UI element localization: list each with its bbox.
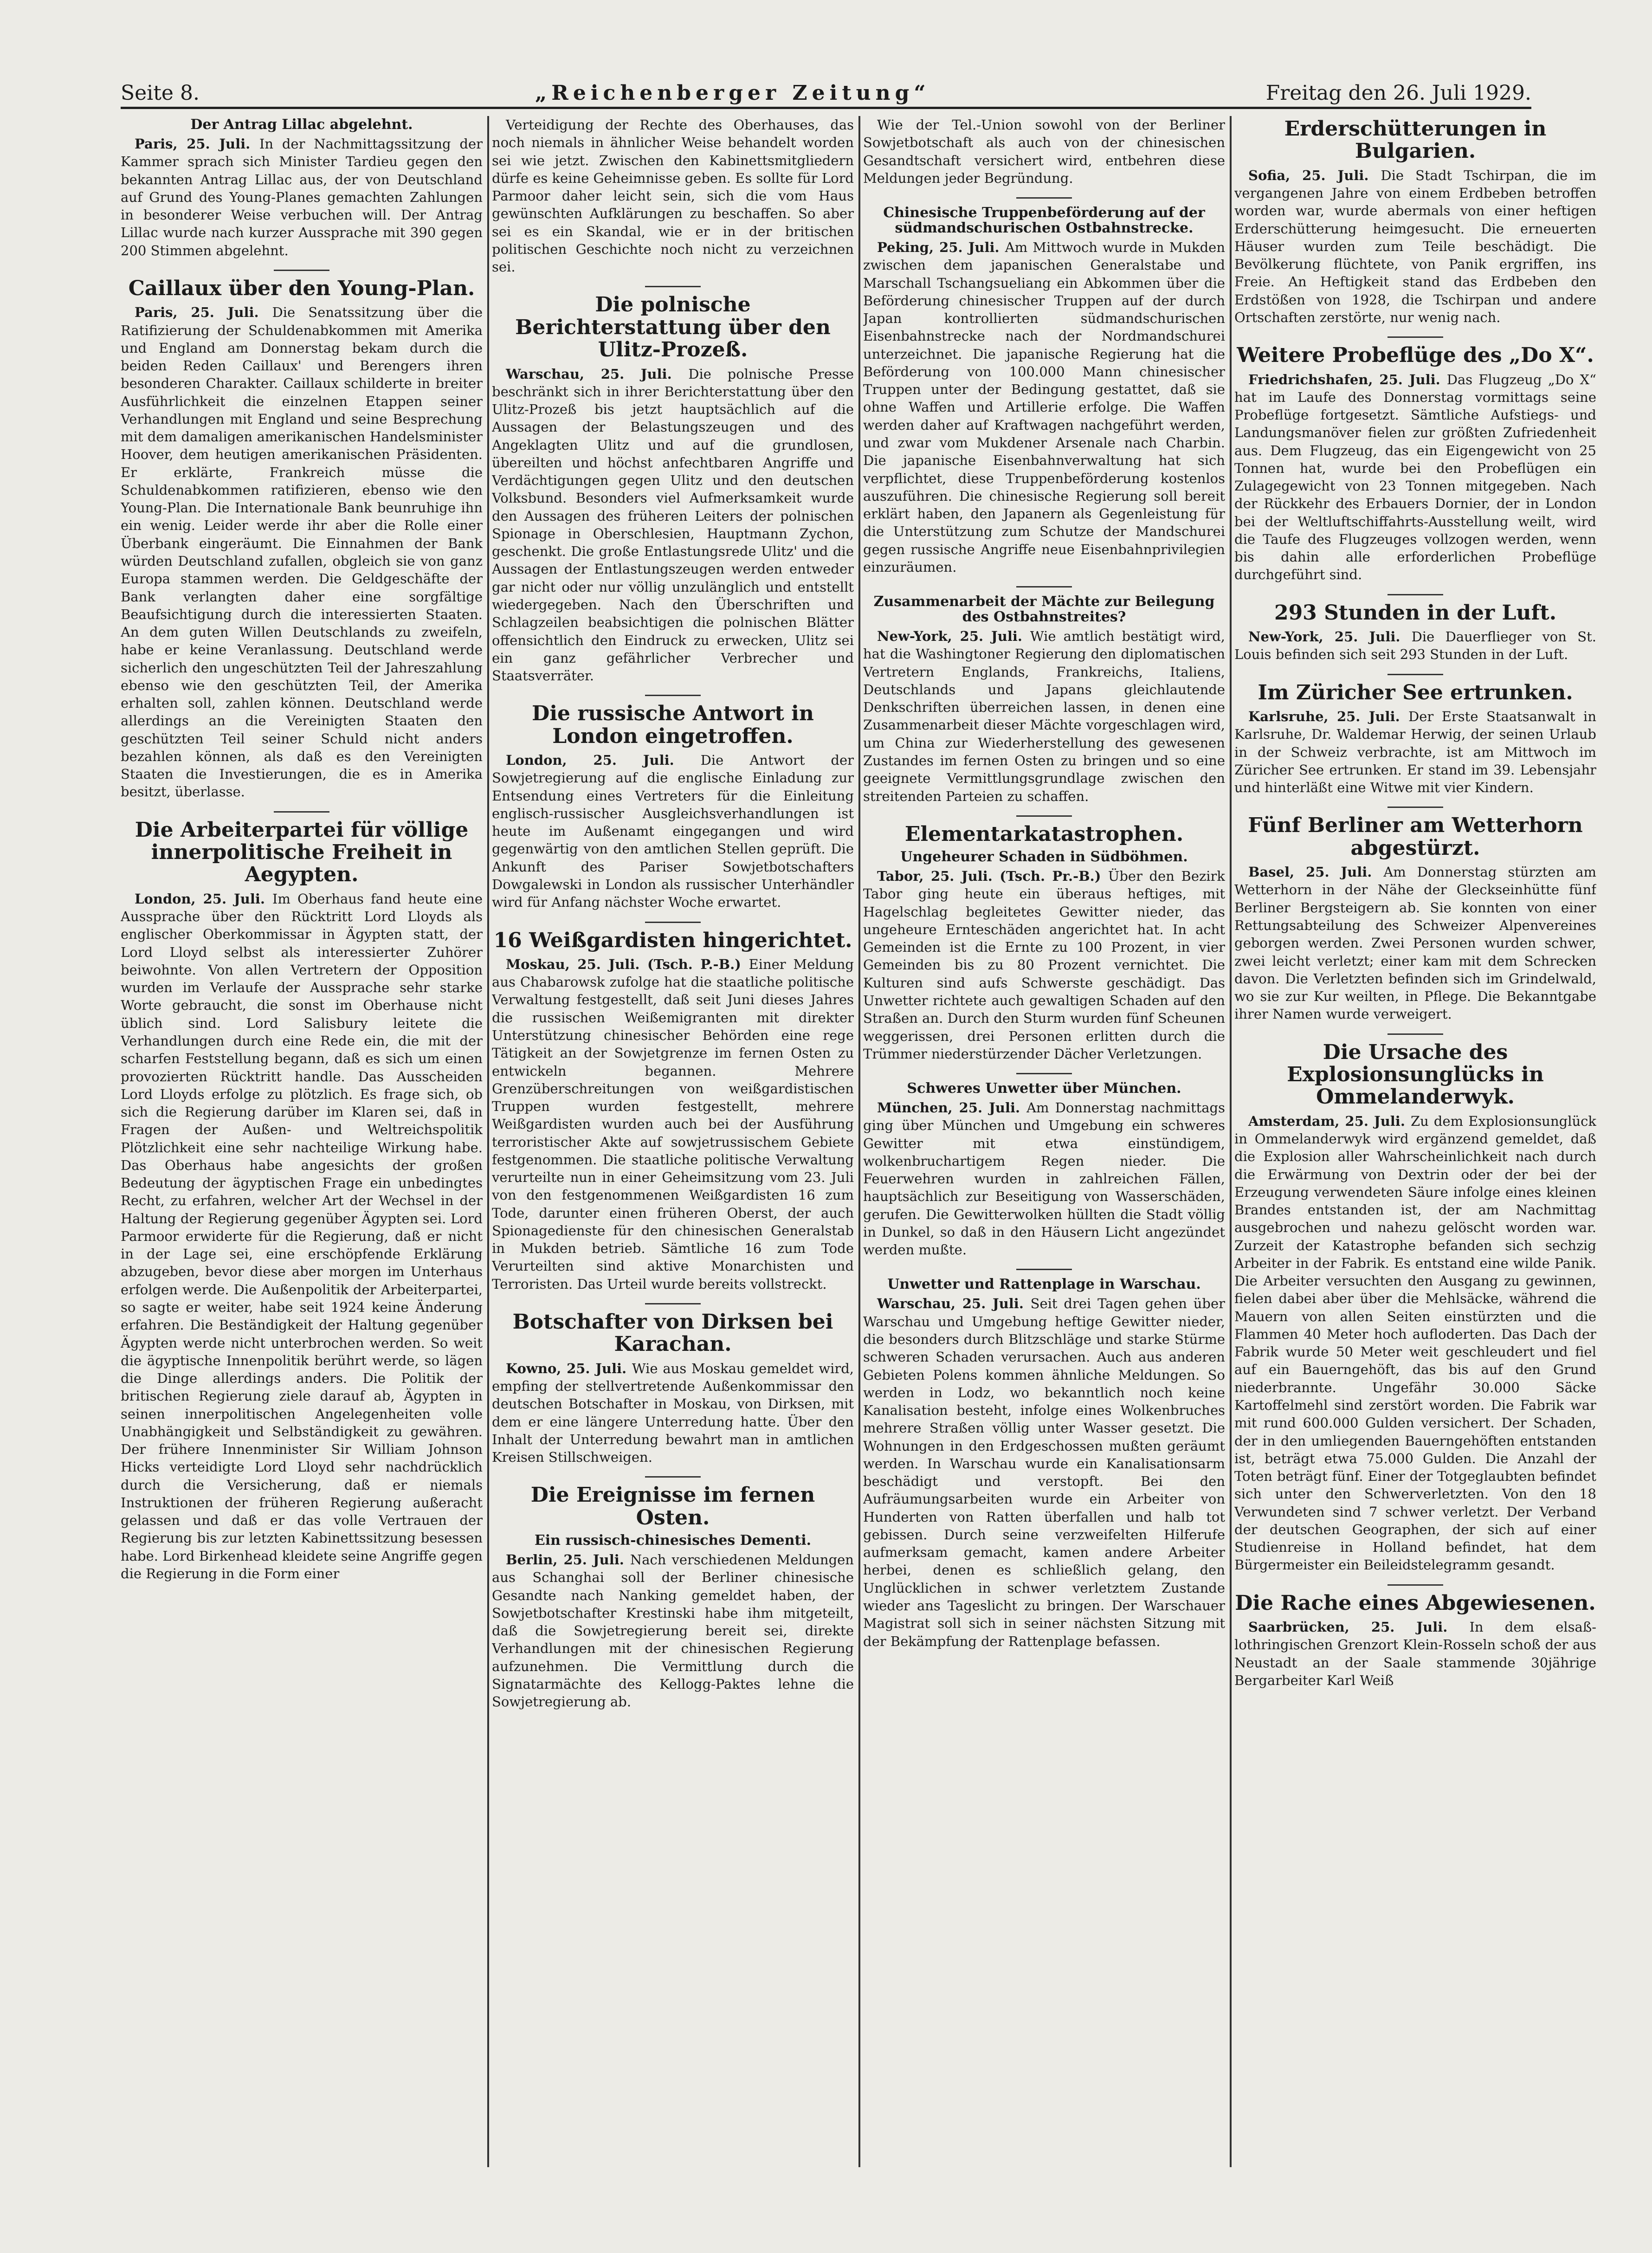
article-body: Saarbrücken, 25. Juli. In dem elsaß-lothringischen Grenzort Klein-Rosseln schoß der aus Neustadt an der Saale stammende 30jährige Bergarbeiter Karl Weiß [1234,1619,1596,1688]
article [1234,602,1596,664]
article-headline: Die Ereignisse im fernen Osten. [530,1483,815,1530]
article-separator [1387,674,1443,675]
dateline: Warschau, 25. Juli. [877,1296,1031,1312]
article-body: Sofia, 25. Juli. Die Stadt Tschirpan, die im vergangenen Jahre von einem Erdbeben betroffen worden war, wurde abermals von einer heftigen Erderschütterung heimgesucht. Die erneuerten Häuser wurden zum Teile beschädigt. Die Bevölkerung flüchtete, von Panik ergriffen, ins Freie. An Heftigkeit stand das Erdbeben den Erdstößen von 1928, die Tschirpan und andere Ortschaften zerstörte, nur wenig nach. [1234,167,1596,325]
article [863,1081,1225,1259]
article-headline: Die Arbeiterpartei für völlige innerpolitische Freiheit in Aegypten. [135,818,469,887]
article-body: Amsterdam, 25. Juli. Zu dem Explosionsunglück in Ommelanderwyk wird ergänzend gemeldet, daß die Explosion aller Wahrscheinlichkeit nach durch die Erwärmung von Dextrin oder der bei der Erzeugung verwendeten Säure infolge eines kleinen Brandes entstanden ist, der am Nachmittag ausgebrochen und nahezu gelöscht worden war. Zurzeit der Katastrophe befanden sich sechzig Arbeiter in der Fabrik. Es entstand eine wilde Panik. Die Arbeiter versuchten den Ausgang zu gewinnen, fielen dabei aber über die Mehlsäcke, während die Mauern von allen Seiten einstürzten und die Flammen 40 Meter hoch aufloderten. Das Dach der Fabrik wurde 50 Meter weit geschleudert und fiel auf ein Bauerngehöft, das bis auf den Grund niederbrannte. Ungefähr 30.000 Säcke Kartoffelmehl sind zerstört worden. Die Fabrik war mit rund 600.000 Gulden versichert. Der Schaden, der in den umliegenden Bauerngehöften entstanden ist, beträgt etwa 75.000 Gulden. Die Anzahl der Toten beträgt fünf. Einer der Totgeglaubten befindet sich unter den Schwerverletzten. Von den 18 Verwundeten sind 7 schwer verletzt. Der Verband der deutschen Geographen, der sich auf einer Studienreise in Holland befindet, hat dem Bürgermeister ein Beileidstelegramm gesandt. [1234,1113,1596,1573]
article-headline: Die russische Antwort in London eingetroffen. [532,702,814,748]
dateline: Saarbrücken, 25. Juli. [1248,1619,1470,1635]
article-body: Berlin, 25. Juli. Nach verschiedenen Meldungen aus Schanghai soll der Berliner chinesische Gesandte nach Nanking gemeldet haben, der Sowjetbotschafter Krestinski habe ihm mitgeteilt, daß die Sowjetregierung bereit sei, direkte Verhandlungen mit der chinesischen Regierung aufzunehmen. Die Vermittlung durch die Signatarmächte des Kellogg-Paktes lehne die Sowjetregierung ab. [492,1552,854,1710]
article-separator [1016,586,1072,587]
article-separator [645,1303,701,1304]
dateline: Karlsruhe, 25. Juli. [1248,709,1409,725]
column-2 [492,116,854,1721]
article-separator [645,922,701,923]
article-headline: Weitere Probeflüge des „Do X“. [1237,343,1594,368]
dateline: Kowno, 25. Juli. [506,1360,632,1376]
column-3 [863,116,1225,1660]
article-headline: Caillaux über den Young-Plan. [128,276,475,300]
article-subheadline: Ungeheurer Schaden in Südböhmen. [900,849,1188,865]
article-separator [274,811,329,813]
column-rule [487,116,489,2167]
article [863,1277,1225,1650]
article-headline: Schweres Unwetter über München. [907,1080,1181,1097]
article-separator [1387,594,1443,595]
article-subheadline: Ein russisch-chinesisches Dementi. [534,1532,812,1549]
newspaper-title: „Reichenberger Zeitung“ [535,81,930,105]
article-separator [1387,807,1443,808]
article [1234,118,1596,326]
article [863,205,1225,576]
article-headline: 293 Stunden in der Luft. [1274,600,1557,625]
article [1234,682,1596,797]
masthead [121,79,1531,109]
dateline: Basel, 25. Juli. [1248,864,1384,880]
article-separator [1387,1033,1443,1035]
article [492,1484,854,1711]
article [1234,1041,1596,1574]
article-headline: Der Antrag Lillac abgelehnt. [190,116,413,133]
article [492,930,854,1293]
article-headline: Elementarkatastrophen. [904,822,1184,846]
article-headline: Fünf Berliner am Wetterhorn abgestürzt. [1248,813,1583,860]
article-body: Paris, 25. Juli. Die Senatssitzung über die Ratifizierung der Schuldenabkommen mit Amerika und England am Donnerstag bekam durch die beiden Reden Caillaux' und Berengers ihren besonderen Charakter. Caillaux schilderte in breiter Ausführlichkeit die einzelnen Etappen seiner Verhandlungen mit England und seine Besprechung mit dem damaligen amerikanischen Handelsminister Hoover, dem heutigen amerikanischen Präsidenten. Er erklärte, Frankreich müsse die Schuldenabkommen ratifizieren, ebenso wie den Young-Plan. Die Internationale Bank beunruhige ihn ein wenig. Leider werde ihr aber die Rolle einer Überbank eingeräumt. Die Einnahmen der Bank würden Deutschland zufallen, obgleich sie von ganz Europa stammen werden. Die Geldgeschäfte der Bank verlangten daher eine sorgfältige Beaufsichtigung durch die interessierten Staaten. An dem guten Willen Deutschlands zu zweifeln, habe er keine Veranlassung. Deutschland werde sicherlich den ungeschützten Teil der Jahreszahlung ebenso wie den geschützten Teil, der Amerika erhalten soll, zahlen können. Deutschland werde allerdings an die Vereinigten Staaten den geschützten Teil seiner Schuld nicht anders bezahlen können, als daß es den Vereinigten Staaten die Investierungen, die es in Amerika besitzt, überlasse. [121,304,483,800]
article-body: Warschau, 25. Juli. Die polnische Presse beschränkt sich in ihrer Berichterstattung über den Ulitz-Prozeß bis jetzt hauptsächlich auf die Aussagen der Belastungszeugen und des Angeklagten Ulitz und auf die grundlosen, übereilten und höchst anfechtbaren Angriffe und Verdächtigungen gegen Ulitz und den deutschen Volksbund. Besonders viel Aufmerksamkeit wurde den Aussagen des früheren Leiters der polnischen Spionage in Oberschlesien, Hauptmann Zychon, geschenkt. Die große Entlastungsrede Ulitz' und die Aussagen der Entlastungszeugen werden entweder gar nicht oder nur völlig unzulänglich und entstellt wiedergegeben. Nach den Überschriften und Schlagzeilen beabsichtigen die polnischen Blätter offensichtlich den Eindruck zu erwecken, Ulitz sei ein ganz gefährlicher Verbrecher und Staatsverräter. [492,366,854,684]
article-headline: Zusammenarbeit der Mächte zur Beilegung des Ostbahnstreites? [873,594,1215,626]
article-body: München, 25. Juli. Am Donnerstag nachmittags ging über München und Umgebung ein schweres Gewitter mit etwa einstündigem, wolkenbruchartigem Regen nieder. Die Feuerwehren wurden in zahlreichen Fällen, hauptsächlich zur Beseitigung von Wasserschäden, gerufen. Die Gewitterwolken hüllten die Stadt völlig in Dunkel, so daß in den Häusern Licht angezündet werden mußte. [863,1100,1225,1258]
column-rule [858,116,860,2167]
dateline: Berlin, 25. Juli. [506,1552,630,1568]
issue-date: Freitag den 26. Juli 1929. [1265,81,1531,105]
dateline: Sofia, 25. Juli. [1248,167,1381,183]
article-body: London, 25. Juli. Die Antwort der Sowjetregierung auf die englische Einladung zur Entsendung eines Vertreters für die Einleitung englisch-russischer Ausgleichsverhandlungen ist heute im Außenamt eingegangen und wird gegenwärtig von den amtlichen Stellen geprüft. Die Ankunft des Pariser Sowjetbotschafters Dowgalewski in London als russischer Unterhändler wird für Anfang nächster Woche erwartet. [492,752,854,910]
article-body: Moskau, 25. Juli. (Tsch. P.-B.) Einer Meldung aus Chabarowsk zufolge hat die staatliche politische Verwaltung festgestellt, daß seit Juni dieses Jahres die russischen Weißemigranten mit direkter Unterstützung chinesischer Behörden eine rege Tätigkeit an der Sowjetgrenze im fernen Osten zu entwickeln begannen. Mehrere Grenzüberschreitungen von weißgardistischen Truppen wurden festgestellt, mehrere Weißgardisten wurden auch bei der Ausführung terroristischer Akte auf sowjetrussischem Gebiete festgenommen. Die staatliche politische Verwaltung verurteilte nun in einer Geheimsitzung vom 23. Juli von den festgenommenen Weißgardisten 16 zum Tode, darunter einen früheren Oberst, der auch Spionagedienste für den chinesischen Generalstab in Mukden betrieb. Sämtliche 16 zum Tode Verurteilten sind aktive Monarchisten und Terroristen. Das Urteil wurde bereits vollstreckt. [492,956,854,1292]
dateline: Paris, 25. Juli. [135,136,259,152]
article [492,116,854,276]
article-body: Warschau, 25. Juli. Seit drei Tagen gehen über Warschau und Umgebung heftige Gewitter nieder, die besonders durch Blitzschläge und starke Stürme schweren Schaden verursachen. Auch aus anderen Gebieten Polens kommen ähnliche Meldungen. So werden in Lodz, wo bekanntlich noch keine Kanalisation besteht, infolge eines Wolkenbruches mehrere Straßen völlig unter Wasser gesetzt. Die Wohnungen in den Erdgeschossen mußten geräumt werden. In Warschau wurde ein Kanalisationsarm beschädigt und verstopft. Bei den Aufräumungsarbeiten wurde ein Arbeiter von Hunderten von Ratten überfallen und halb tot gebissen. Durch seine verzweifelten Hilferufe aufmerksam gemacht, kamen andere Arbeiter herbei, denen es schließlich gelang, den Unglücklichen in schwer verletztem Zustande wieder ans Tageslicht zu bringen. Der Warschauer Magistrat soll sich in seiner nächsten Sitzung mit der Bekämpfung der Rattenplage befassen. [863,1296,1225,1649]
article-body: Basel, 25. Juli. Am Donnerstag stürzten am Wetterhorn in der Nähe der Gleckseinhütte fünf Berliner Bergsteigern ab. Sie konnten von einer Rettungsabteilung des Schweizer Alpenvereines geborgen werden. Zwei Personen wurden schwer, zwei leicht verletzt; einer kam mit dem Schrecken davon. Die Verletzten befinden sich im Grindelwald, wo sie zur Kur weilten, in Pflege. Die Bekanntgabe ihrer Namen wurde verweigert. [1234,864,1596,1022]
dateline: München, 25. Juli. [877,1100,1027,1116]
article [121,278,483,801]
dateline: Paris, 25. Juli. [135,304,272,321]
article [121,117,483,259]
dateline: London, 25. Juli. [506,752,701,768]
article-body: Friedrichshafen, 25. Juli. Das Flugzeug „Do X“ hat im Laufe des Donnerstag vormittags seine Probeflüge fortgesetzt. Sämtliche Aufstiegs- und Landungsmanöver fielen zur größten Zufriedenheit aus. Dem Flugzeug, das ein Eigengewicht von 25 Tonnen hat, wurde bei den Probeflügen ein Zulagegewicht von 23 Tonnen mitgegeben. Nach der Rückkehr des Erbauers Dornier, der in London bei der Weltluftschiffahrts-Ausstellung weilt, wird die Taufe des Flugzeuges vollzogen werden, wenn bis dahin alle erforderlichen Probeflüge durchgeführt sind. [1234,371,1596,583]
article [1234,814,1596,1023]
article [121,819,483,1583]
article-headline: Im Züricher See ertrunken. [1258,680,1573,704]
article-separator [1016,1269,1072,1270]
article-separator [1387,1584,1443,1586]
article-body: New-York, 25. Juli. Die Dauerflieger von St. Louis befinden sich seit 293 Stunden in der Luft. [1234,629,1596,663]
article-separator [1387,336,1443,338]
article-headline: Chinesische Truppenbeförderung auf der südmandschurischen Ostbahnstrecke. [883,205,1205,237]
dateline: Friedrichshafen, 25. Juli. [1248,371,1447,387]
dateline: Moskau, 25. Juli. (Tsch. P.-B.) [506,956,749,972]
article-headline: Botschafter von Dirksen bei Karachan. [512,1310,833,1356]
article [492,294,854,684]
column-rule [1230,116,1232,2167]
article-headline: 16 Weißgardisten hingerichtet. [493,928,852,952]
article-separator [274,270,329,271]
article-separator [1016,1073,1072,1074]
article-headline: Die Rache eines Abgewiesenen. [1235,1591,1596,1615]
article-body: Paris, 25. Juli. In der Nachmittagssitzung der Kammer sprach sich Minister Tardieu gegen den bekannten Antrag Lillac aus, der von Deutschland auf Grund des Young-Planes gemachten Zahlungen in besonderer Weise verbuchen will. Der Antrag Lillac wurde nach kurzer Aussprache mit 390 gegen 200 Stimmen abgelehnt. [121,136,483,258]
article-separator [645,286,701,287]
dateline: New-York, 25. Juli. [877,628,1030,645]
column-1 [121,116,483,1593]
dateline: Peking, 25. Juli. [877,239,1005,256]
article [1234,344,1596,584]
article-headline: Unwetter und Rattenplage in Warschau. [887,1276,1201,1293]
article-separator [645,695,701,696]
dateline: Tabor, 25. Juli. (Tsch. Pr.-B.) [877,868,1108,884]
article-body: London, 25. Juli. Im Oberhaus fand heute eine Aussprache über den Rücktritt Lord Lloyds als englischer Oberkommissar in Ägypten statt, der Lord Lloyd selbst als interessierter Zuhörer beiwohnte. Von allen Vertretern der Opposition wurden im Verlaufe der Aussprache sehr starke Worte gebraucht, die sonst im Oberhause nicht üblich sind. Lord Salisbury leitete die Verhandlungen durch eine Rede ein, die mit der scharfen Feststellung begann, daß es sich um einen provozierten Rücktritt handle. Das Ausscheiden Lord Lloyds erfolge zu plötzlich. Es frage sich, ob sich die Regierung darüber im Klaren sei, daß in Fragen der Außen- und Weltreichspolitik Plötzlichkeit eine sehr nachteilige Wirkung habe. Das Oberhaus habe angesichts der großen Bedeutung der ägyptischen Frage ein unbedingtes Recht, zu erfahren, welcher Art der Wechsel in der Haltung der Regierung gegenüber Ägypten sei. Lord Parmoor erwiderte für die Regierung, daß er nicht in der Lage sei, eine erschöpfende Erklärung abzugeben, bevor diese aber morgen im Unterhaus erfolgen werde. Die Außenpolitik der Arbeiterpartei, so sagte er weiter, habe seit 1924 keine Änderung erfahren. Die Beständigkeit der Haltung gegenüber Ägypten werde nicht unterbrochen werden. So weit die ägyptische Innenpolitik berührt werde, so lägen die Dinge allerdings anders. Die Politik der britischen Regierung ziele darauf ab, Ägypten in seinen innerpolitischen Angelegenheiten volle Unabhängigkeit und Selbständigkeit zu gewähren. Der frühere Innenminister Sir William Johnson Hicks verteidigte Lord Lloyd sehr nachdrücklich durch die Versicherung, daß er niemals Instruktionen der früheren Regierung außeracht gelassen und daß er das volle Vertrauen der Regierung bis zur letzten Kabinettssitzung besessen habe. Lord Birkenhead kleidete seine Angriffe gegen die Regierung in die Form einer [121,891,483,1582]
dateline: London, 25. Juli. [135,891,272,907]
article [492,703,854,911]
column-4 [1234,116,1596,1699]
article-headline: Erderschütterungen in Bulgarien. [1284,117,1547,163]
article-body: Kowno, 25. Juli. Wie aus Moskau gemeldet wird, empfing der stellvertretende Außenkommissar den deutschen Botschafter in Moskau, von Dirksen, mit dem er eine längere Unterredung hatte. Über den Inhalt der Unterredung bewahrt man in amtlichen Kreisen Stillschweigen. [492,1360,854,1465]
page-number: Seite 8. [121,81,200,105]
article-body: Karlsruhe, 25. Juli. Der Erste Staatsanwalt in Karlsruhe, Dr. Waldemar Herwig, der seinen Urlaub in der Schweiz verbrachte, ist am Mittwoch im Züricher See ertrunken. Er stand im 39. Lebensjahr und hinterläßt eine Witwe mit vier Kindern. [1234,709,1596,796]
article-body: Peking, 25. Juli. Am Mittwoch wurde in Mukden zwischen dem japanischen Generalstabe und Marschall Tschangsueliang ein Abkommen über die Beförderung chinesischer Truppen auf der durch Japan kontrollierten südmandschurischen Eisenbahnstrecke nach der Nordmandschurei unterzeichnet. Die japanische Regierung hat die Beförderung von 100.000 Mann chinesischer Truppen unter der Bedingung gestattet, daß sie ohne Waffen und Artillerie erfolge. Die Waffen werden daher auf Kraftwagen nachgeführt werden, und zwar vom Mukdener Arsenale nach Charbin. Die japanische Eisenbahnverwaltung hat sich verpflichtet, diese Truppenbeförderung kostenlos auszuführen. Die chinesische Regierung soll bereit erklärt haben, den Japanern als Gegenleistung für die Unterstützung zum Schutze der Mandschurei gegen russische Angriffe neue Eisenbahnprivilegien einzuräumen. [863,239,1225,575]
dateline: Amsterdam, 25. Juli. [1248,1113,1411,1129]
article-separator [1016,815,1072,817]
article-separator [645,1476,701,1478]
article-headline: Die polnische Berichterstattung über den Ulitz-Prozeß. [515,293,831,362]
dateline: New-York, 25. Juli. [1248,629,1412,645]
article-body: New-York, 25. Juli. Wie amtlich bestätigt wird, hat die Washingtoner Regierung den diplomatischen Vertretern Englands, Frankreichs, Italiens, Deutschlands und Japans gleichlautende Denkschriften überreichen lassen, in denen eine Zusammenarbeit dieser Mächte vorgeschlagen wird, um China zur Wiederherstellung des gewesenen Zustandes im fernen Osten zu bringen und so eine geeignete Vermittlungsgrundlage zwischen den streitenden Parteien zu schaffen. [863,628,1225,804]
article [492,1311,854,1466]
article [1234,1592,1596,1689]
article-body: Verteidigung der Rechte des Oberhauses, das noch niemals in ähnlicher Weise behandelt worden sei wie jetzt. Zwischen den Kabinettsmitgliedern dürfe es keine Geheimnisse geben. Es sollte für Lord Parmoor daher leicht sein, sich die vom Haus gewünschten Aufklärungen zu beschaffen. So aber sei es ein Skandal, wie er in der britischen politischen Geschichte noch nicht zu verzeichnen sei. [492,117,854,275]
article [863,116,1225,187]
dateline: Warschau, 25. Juli. [506,366,689,382]
article-body: Wie der Tel.-Union sowohl von der Berliner Sowjetbotschaft als auch von der chinesischen Gesandtschaft versichert wird, entbehren diese Meldungen jeder Begründung. [863,117,1225,186]
article [863,594,1225,805]
article-headline: Die Ursache des Explosionsunglücks in Ommelanderwyk. [1287,1040,1544,1109]
article-separator [1016,197,1072,199]
article [863,823,1225,1063]
article-body: Tabor, 25. Juli. (Tsch. Pr.-B.) Über den Bezirk Tabor ging heute ein überaus heftiges, mit Hagelschlag begleitetes Gewitter nieder, das ungeheure Ernteschäden angerichtet hat. In acht Gemeinden ist die Ernte zu 100 Prozent, in vier Gemeinden bis zu 80 Prozent vernichtet. Die Kulturen sind aufs Schwerste geschädigt. Das Unwetter richtete auch gewaltigen Schaden auf den Straßen an. Durch den Sturm wurden fünf Scheunen weggerissen, drei Personen erlitten durch die Trümmer niederstürzender Dächer Verletzungen. [863,868,1225,1062]
